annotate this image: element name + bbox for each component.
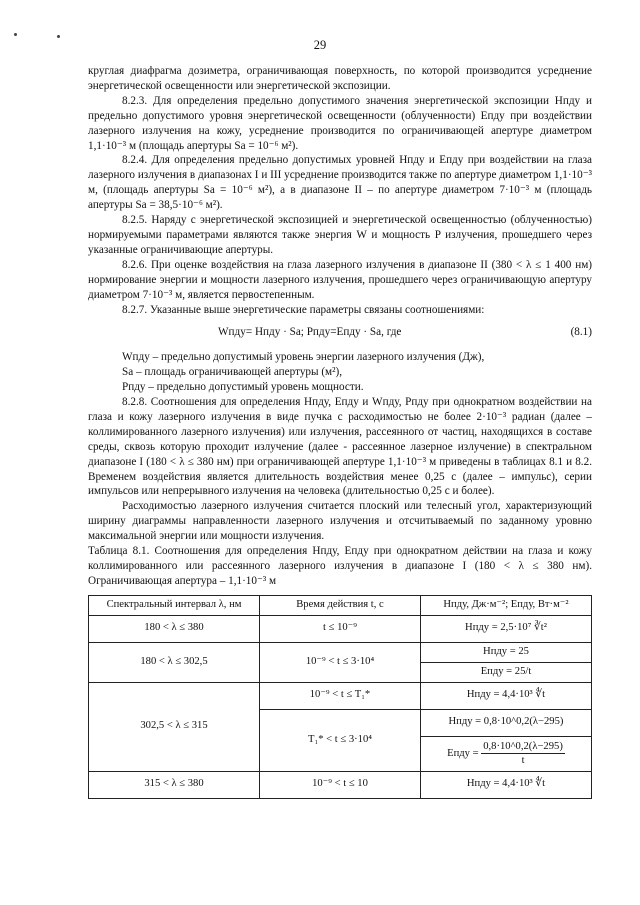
cell-value: Hпду = 25	[420, 642, 591, 662]
page-number: 29	[313, 38, 327, 52]
definition-p: Pпду – предельно допустимый уровень мощности.	[122, 381, 364, 394]
paragraph-8-2-4: 8.2.4. Для определения предельно допустимых уровней Hпду и Eпду при воздействии на глаза лазерного излучения в диапазонах I и III усреднение производится также по апертуре диаметром 1,1·10⁻³ м, (площадь апертуры Sa = 10⁻⁶ м²), а в диапазоне II – по апертуре диаметром 7·10⁻³ м (площадь апертуры Sa = 38,5·10⁻⁶ м²).	[88, 154, 592, 212]
cell-time: t ≤ 10⁻⁹	[260, 615, 421, 642]
definition-w: Wпду – предельно допустимый уровень энергии лазерного излучения (Дж),	[122, 351, 485, 364]
table-row	[89, 615, 592, 642]
paragraph-8-2-8: 8.2.8. Соотношения для определения Hпду, Eпду и Wпду, Pпду при однократном воздействии на глаза и кожу лазерного излучения в виде пучка с расходимостью не более 2·10⁻³ радиан (далее – коллимированного лазерного излучения) или излучения, рассеянного от частиц, находящихся в составе среды, сквозь которую проходит излучение (далее - рассеянное лазерное излучение) в спектральном диапазоне I (180 < λ ≤ 380 нм) при ограничивающей апертуре 1,1·10⁻³ м приведены в таблицах 8.1 и 8.2. Временем воздействия является длительность воздействия менее 0,25 с (далее – импульс), серии импульсов или непрерывного излучения на человека (длительностью 0,25 с и более).	[88, 396, 592, 498]
scan-speck	[14, 33, 17, 36]
paragraph-8-2-6: 8.2.6. При оценке воздействия на глаза лазерного излучения в диапазоне II (380 < λ ≤ 1 400 нм) нормирование энергии и мощности лазерного излучения, прошедшего через ограничивающую апертуру диаметром 7·10⁻³ м, является первостепенным.	[88, 258, 592, 301]
formula-text: Wпду= Hпду · Sа; Pпду=Eпду · Sа, где	[218, 326, 402, 339]
cell-time: 10⁻⁹ < t ≤ 3·10⁴	[260, 642, 421, 682]
fraction-label: Eпду =	[447, 748, 479, 760]
cell-range: 315 < λ ≤ 380	[89, 771, 260, 798]
fraction-denominator: t	[521, 755, 525, 767]
table-row	[89, 771, 592, 798]
cell-value-fraction	[420, 736, 591, 771]
table-header-row	[89, 595, 592, 615]
cell-time: T₁* < t ≤ 3·10⁴	[260, 709, 421, 771]
definition-s: Sа – площадь ограничивающей апертуры (м²),	[122, 366, 343, 379]
definitions	[88, 350, 592, 395]
formula-number: (8.1)	[570, 326, 592, 339]
paragraph-8-2-3: 8.2.3. Для определения предельно допустимого значения энергетической экспозиции Hпду и предельно допустимого уровня энергетической освещенности (облученности) Eпду при воздействии лазерного излучения на кожу, усреднение производится по ограничивающей апертуре диаметром 1,1·10⁻³ м (площадь апертуры Sa = 10⁻⁶ м²).	[88, 94, 592, 152]
cell-range: 180 < λ ≤ 302,5	[89, 642, 260, 682]
paragraph: круглая диафрагма дозиметра, ограничивающая поверхность, по которой производится усреднение энергетической освещенности или энергетической экспозиции.	[88, 65, 592, 92]
fraction-numerator: 0,8·10^0,2(λ−295)	[483, 741, 563, 753]
table-caption: Таблица 8.1. Соотношения для определения Hпду, Eпду при однократном действии на глаза и кожу коллимированного или рассеянного лазерного излучения в диапазоне I (180 < λ ≤ 380 нм). Ограничивающая апертура – 1,1·10⁻³ м	[88, 545, 592, 587]
cell-value: Eпду = 25/t	[420, 662, 591, 682]
cell-value: Hпду = 4,4·10³ ∜t	[420, 771, 591, 798]
table-row	[89, 682, 592, 709]
paragraph-8-2-7: 8.2.7. Указанные выше энергетические параметры связаны соотношениями:	[122, 303, 485, 316]
cell-range: 180 < λ ≤ 380	[89, 615, 260, 642]
formula-8-1	[88, 325, 592, 340]
col-header-value: Hпду, Дж·м⁻²; Eпду, Вт·м⁻²	[420, 595, 591, 615]
cell-time: 10⁻⁹ < t ≤ T₁*	[260, 682, 421, 709]
cell-range: 302,5 < λ ≤ 315	[89, 682, 260, 771]
table-8-1	[88, 595, 592, 799]
cell-time: 10⁻⁹ < t ≤ 10	[260, 771, 421, 798]
cell-value: Hпду = 0,8·10^0,2(λ−295)	[420, 709, 591, 736]
col-header-range: Спектральный интервал λ, нм	[89, 595, 260, 615]
document-body	[88, 64, 592, 799]
fraction	[481, 740, 565, 767]
cell-value: Hпду = 2,5·10⁷ ∛t²	[420, 615, 591, 642]
paragraph-divergence: Расходимостью лазерного излучения считается плоский или телесный угол, характеризующий ширину диаграммы направленности лазерного излучения и отсчитываемый по заданному уровню максимальной энергии или мощности излучения.	[88, 500, 592, 543]
cell-value: Hпду = 4,4·10³ ∜t	[420, 682, 591, 709]
paragraph-8-2-5: 8.2.5. Наряду с энергетической экспозицией и энергетической освещенностью (облученностью) нормируемыми параметрами являются также энергия W и мощность P излучения, прошедшего через указанные ограничивающие апертуры.	[88, 214, 592, 256]
table-row	[89, 642, 592, 662]
col-header-time: Время действия t, c	[260, 595, 421, 615]
